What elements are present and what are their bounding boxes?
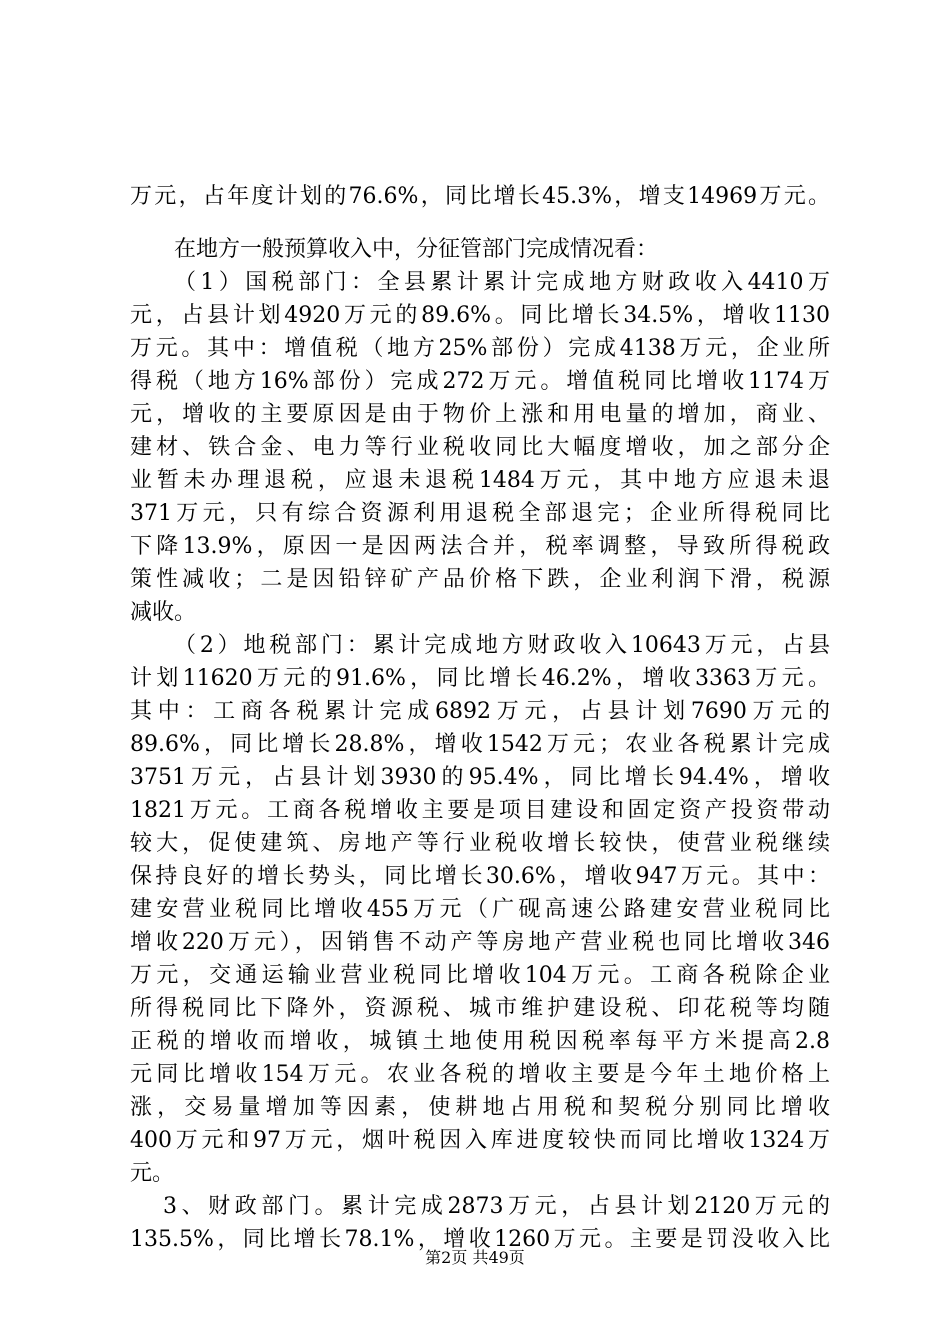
text-line: 建材、铁合金、电力等行业税收同比大幅度增收，加之部分企 bbox=[130, 435, 830, 460]
text-line: 较大，促使建筑、房地产等行业税收增长较快，使营业税继续 bbox=[130, 831, 830, 856]
text-line: 建安营业税同比增收455万元（广砚高速公路建安营业税同比 bbox=[130, 897, 830, 922]
text-line: 业暂未办理退税，应退未退税1484万元，其中地方应退未退 bbox=[130, 468, 830, 493]
text-line: （2）地税部门：累计完成地方财政收入10643万元，占县 bbox=[174, 633, 830, 658]
text-line: 135.5%，同比增长78.1%，增收1260万元。主要是罚没收入比 bbox=[130, 1227, 830, 1252]
text-line: 在地方一般预算收入中，分征管部门完成情况看： bbox=[174, 237, 659, 262]
text-line: （1）国税部门：全县累计累计完成地方财政收入4410万 bbox=[174, 270, 830, 295]
text-line: 其中：工商各税累计完成6892万元，占县计划7690万元的 bbox=[130, 699, 830, 724]
text-line: 万元。其中：增值税（地方25%部份）完成4138万元，企业所 bbox=[130, 336, 830, 361]
text-line: 400万元和97万元，烟叶税因入库进度较快而同比增收1324万 bbox=[130, 1128, 830, 1153]
text-line: 涨，交易量增加等因素，使耕地占用税和契税分别同比增收 bbox=[130, 1095, 830, 1120]
text-line: 371万元，只有综合资源利用退税全部退完；企业所得税同比 bbox=[130, 501, 830, 526]
blank-line bbox=[130, 213, 830, 233]
text-line: 1821万元。工商各税增收主要是项目建设和固定资产投资带动 bbox=[130, 798, 830, 823]
text-line: 元同比增收154万元。农业各税的增收主要是今年土地价格上 bbox=[130, 1062, 830, 1087]
text-line: 正税的增收而增收，城镇土地使用税因税率每平方米提高2.8 bbox=[130, 1029, 830, 1054]
text-line: 89.6%，同比增长28.8%，增收1542万元；农业各税累计完成 bbox=[130, 732, 830, 757]
text-line: 保持良好的增长势头，同比增长30.6%，增收947万元。其中： bbox=[130, 864, 830, 889]
text-line: 元，增收的主要原因是由于物价上涨和用电量的增加，商业、 bbox=[130, 402, 830, 427]
page-footer: 第2页 共49页 bbox=[425, 1248, 525, 1267]
text-line: 3、财政部门。累计完成2873万元，占县计划2120万元的 bbox=[163, 1194, 830, 1219]
text-line: 策性减收；二是因铅锌矿产品价格下跌，企业利润下滑，税源 bbox=[130, 567, 830, 592]
text-line: 减收。 bbox=[130, 600, 197, 625]
text-line: 3751万元，占县计划3930的95.4%，同比增长94.4%，增收 bbox=[130, 765, 830, 790]
text-line: 元，占县计划4920万元的89.6%。同比增长34.5%，增收1130 bbox=[130, 303, 830, 328]
text-line: 增收220万元），因销售不动产等房地产营业税也同比增收346 bbox=[130, 930, 830, 955]
text-line: 万元，占年度计划的76.6%，同比增长45.3%，增支14969万元。 bbox=[130, 184, 830, 209]
text-line: 万元，交通运输业营业税同比增收104万元。工商各税除企业 bbox=[130, 963, 830, 988]
body-text bbox=[130, 180, 830, 1256]
text-line: 所得税同比下降外，资源税、城市维护建设税、印花税等均随 bbox=[130, 996, 830, 1021]
text-line: 得税（地方16%部份）完成272万元。增值税同比增收1174万 bbox=[130, 369, 830, 394]
text-line: 元。 bbox=[130, 1161, 175, 1186]
text-line: 下降13.9%，原因一是因两法合并，税率调整，导致所得税政 bbox=[130, 534, 830, 559]
text-line: 计划11620万元的91.6%，同比增长46.2%，增收3363万元。 bbox=[130, 666, 830, 691]
